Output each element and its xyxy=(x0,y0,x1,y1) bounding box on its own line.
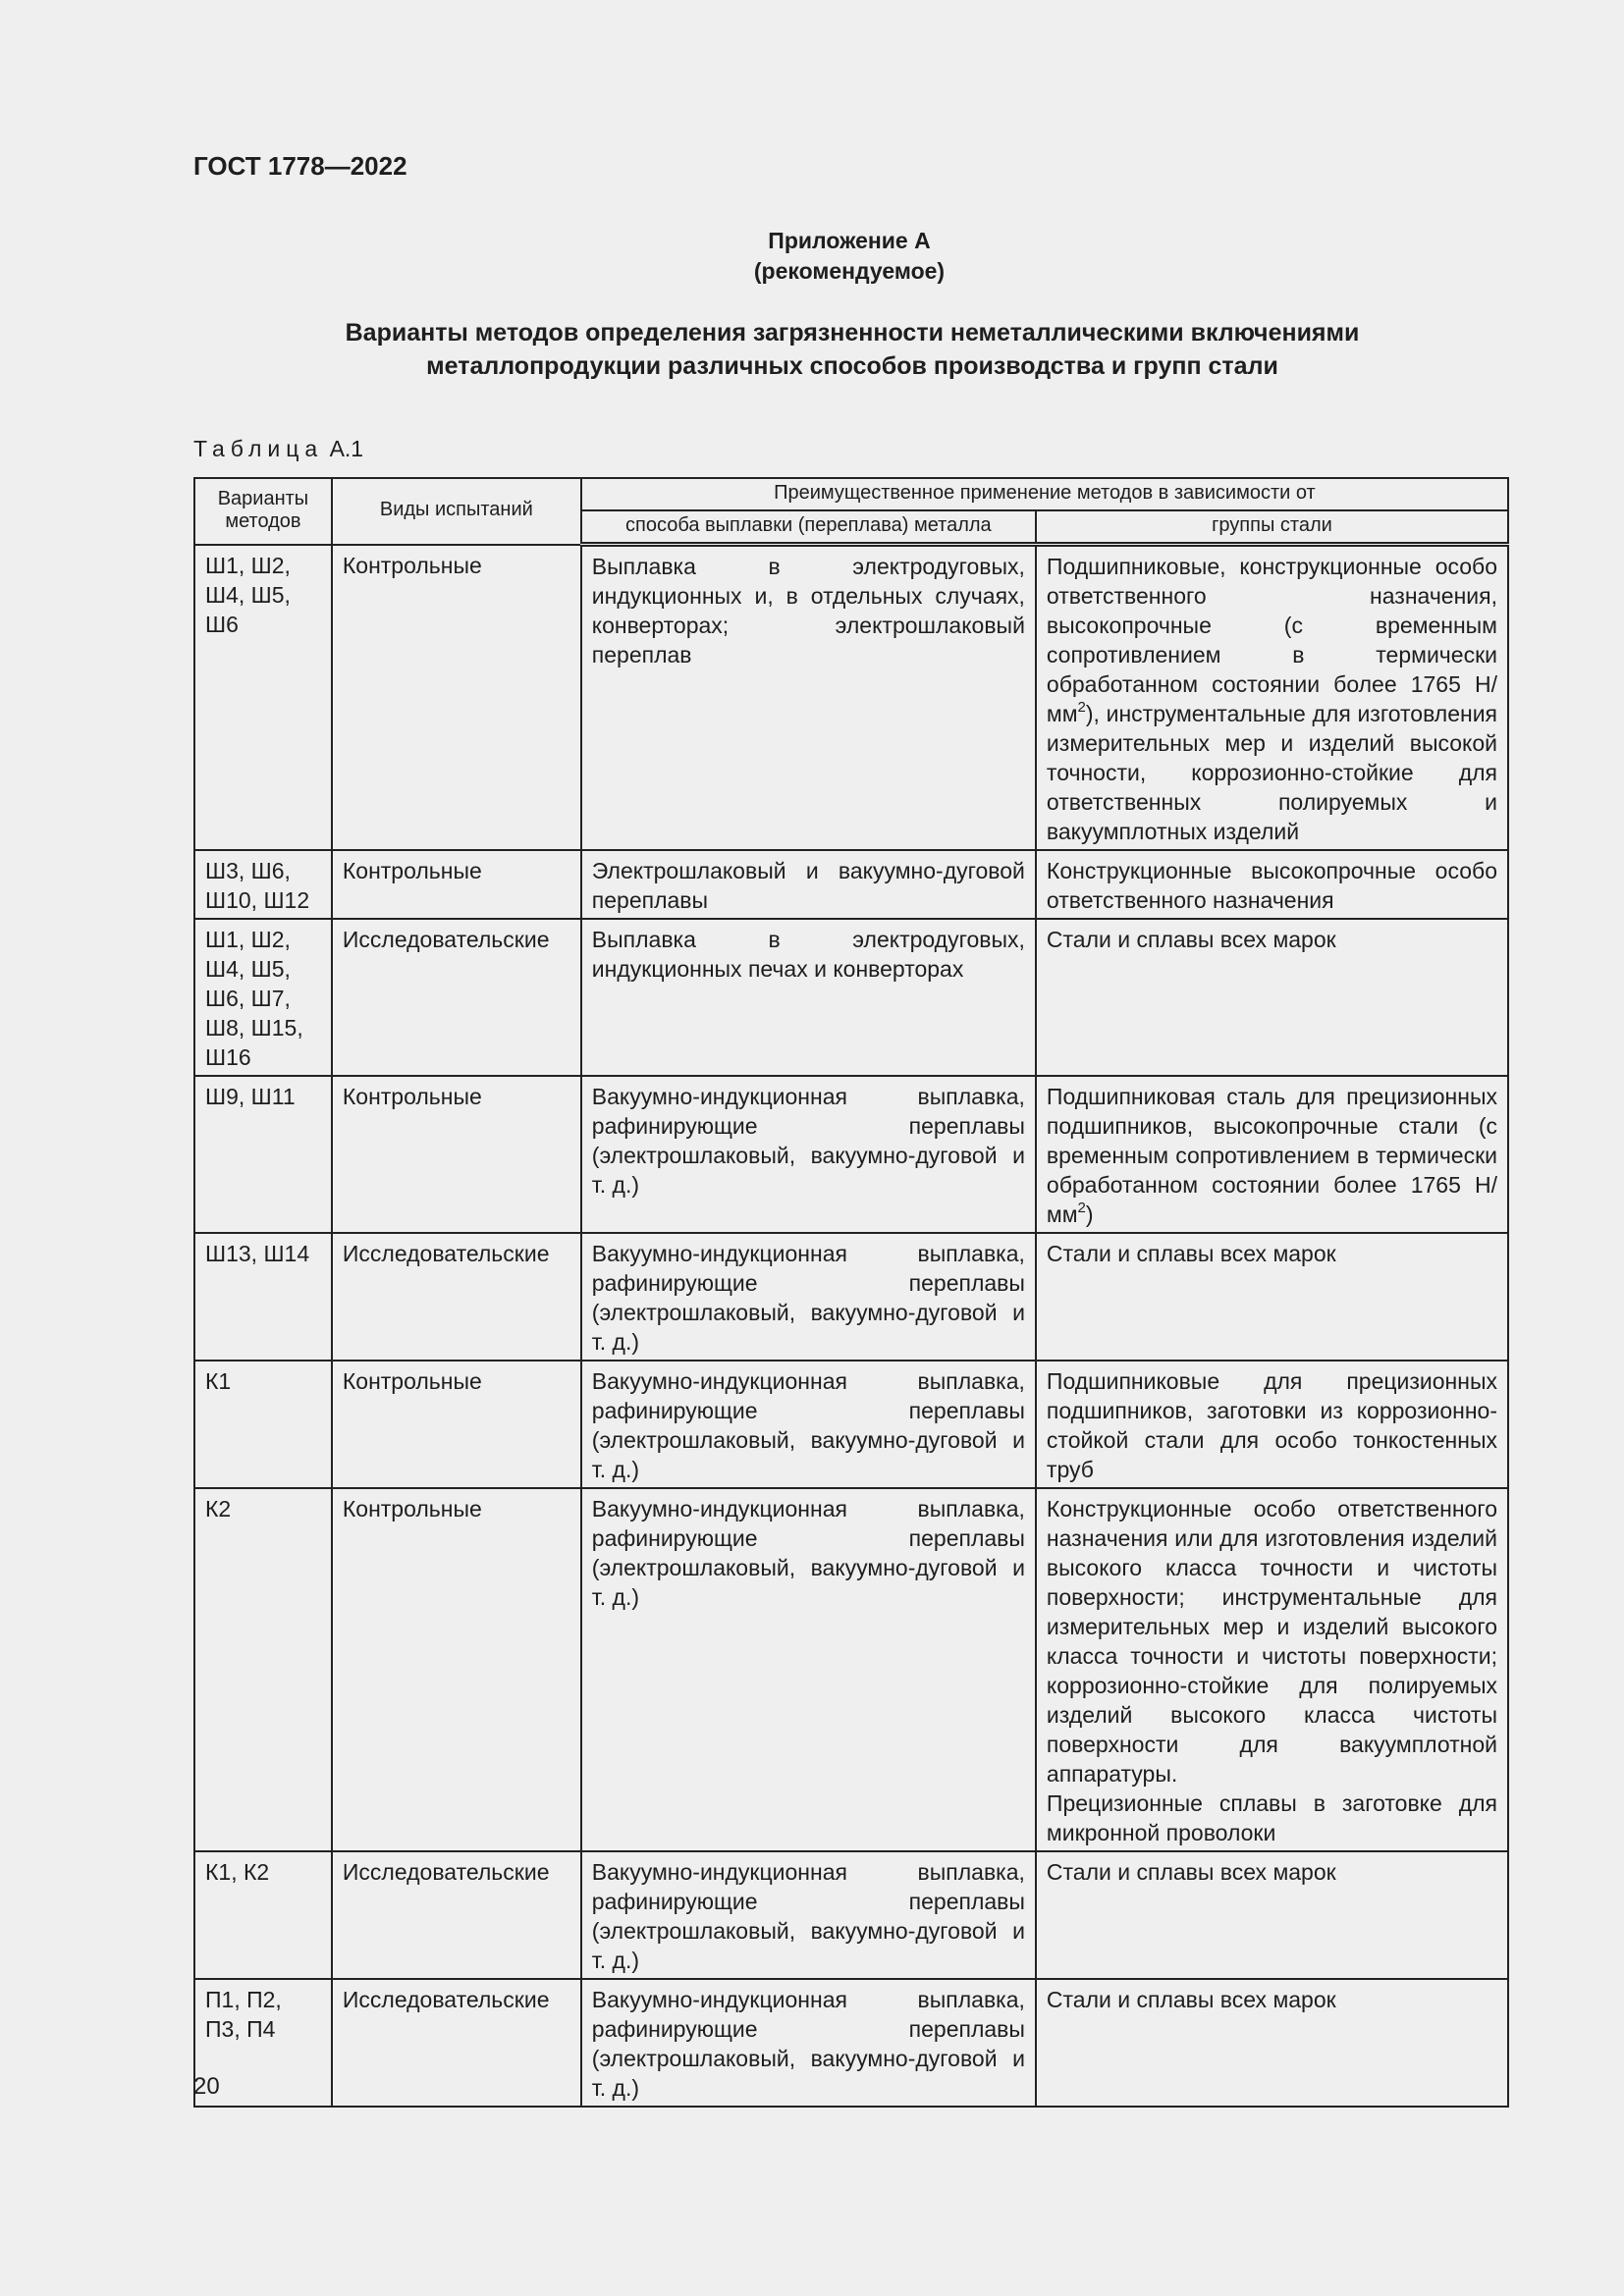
table-label-word: Таблица xyxy=(193,436,324,461)
cell-test-type: Исследовательские xyxy=(332,1233,581,1361)
steel-group-extra: Прецизионные сплавы в заготовке для микронной проволоки xyxy=(1046,1790,1497,1845)
cell-methods: Ш1, Ш2, Ш4, Ш5, Ш6 xyxy=(194,545,332,851)
cell-steel-group xyxy=(1036,1233,1508,1361)
cell-steel-group xyxy=(1036,919,1508,1076)
superscript: 2 xyxy=(1077,699,1086,716)
cell-melting-method: Вакуумно-индукционная выплавка, рафинирующие переплавы (электрошлаковый, вакуумно-дуговой и т. д.) xyxy=(581,1488,1036,1851)
table-row xyxy=(194,1233,1508,1361)
table-header-row xyxy=(194,478,1508,510)
cell-melting-method: Вакуумно-индукционная выплавка, рафинирующие переплавы (электрошлаковый, вакуумно-дуговой и т. д.) xyxy=(581,1851,1036,1979)
table-row xyxy=(194,1076,1508,1233)
cell-methods: Ш9, Ш11 xyxy=(194,1076,332,1233)
steel-group-text: Подшипниковые для прецизионных подшипников, заготовки из коррозионно-стойкой стали для особо тонкостенных труб xyxy=(1046,1368,1497,1482)
cell-test-type: Исследовательские xyxy=(332,1979,581,2107)
cell-test-type: Исследовательские xyxy=(332,919,581,1076)
cell-test-type: Контрольные xyxy=(332,850,581,919)
section-title-line-1: Варианты методов определения загрязненности неметаллическими включениями xyxy=(345,319,1360,347)
cell-melting-method: Вакуумно-индукционная выплавка, рафинирующие переплавы (электрошлаковый, вакуумно-дуговой и т. д.) xyxy=(581,1076,1036,1233)
annex-status: (рекомендуемое) xyxy=(753,258,946,284)
steel-group-text-cont: ), инструментальные для изготовления измерительных мер и изделий высокой точности, коррозионно-стойкие для ответственных полируемых и вакуумплотных изделий xyxy=(1046,701,1497,844)
cell-test-type: Контрольные xyxy=(332,1076,581,1233)
cell-steel-group xyxy=(1036,1979,1508,2107)
header-test-types: Виды испытаний xyxy=(332,478,581,545)
cell-methods: Ш13, Ш14 xyxy=(194,1233,332,1361)
cell-steel-group xyxy=(1036,1851,1508,1979)
cell-steel-group xyxy=(1036,850,1508,919)
table-label-number: А.1 xyxy=(329,436,364,461)
cell-methods: К1, К2 xyxy=(194,1851,332,1979)
cell-melting-method: Выплавка в электродуговых, индукционных и, в отдельных случаях, конверторах; электрошлаковый переплав xyxy=(581,545,1036,851)
cell-test-type: Контрольные xyxy=(332,1361,581,1488)
cell-methods: Ш3, Ш6, Ш10, Ш12 xyxy=(194,850,332,919)
table-label xyxy=(193,436,363,462)
cell-melting-method: Электрошлаковый и вакуумно-дуговой переплавы xyxy=(581,850,1036,919)
steel-group-text: Стали и сплавы всех марок xyxy=(1046,927,1336,952)
steel-group-text-cont: ) xyxy=(1085,1201,1094,1227)
cell-methods: П1, П2, П3, П4 xyxy=(194,1979,332,2107)
table-row xyxy=(194,1361,1508,1488)
section-title-line-2: металлопродукции различных способов производства и групп стали xyxy=(426,352,1278,380)
cell-methods: Ш1, Ш2, Ш4, Ш5, Ш6, Ш7, Ш8, Ш15, Ш16 xyxy=(194,919,332,1076)
header-melting: способа выплавки (переплава) металла xyxy=(581,510,1036,545)
header-application: Преимущественное применение методов в зависимости от xyxy=(581,478,1508,510)
cell-test-type: Контрольные xyxy=(332,1488,581,1851)
table-row xyxy=(194,919,1508,1076)
table-row xyxy=(194,1979,1508,2107)
steel-group-text: Конструкционные высокопрочные особо ответственного назначения xyxy=(1046,858,1497,913)
table-row xyxy=(194,850,1508,919)
cell-melting-method: Вакуумно-индукционная выплавка, рафинирующие переплавы (электрошлаковый, вакуумно-дуговой и т. д.) xyxy=(581,1361,1036,1488)
cell-methods: К2 xyxy=(194,1488,332,1851)
cell-test-type: Исследовательские xyxy=(332,1851,581,1979)
document-code: ГОСТ 1778—2022 xyxy=(193,151,407,181)
page-number: 20 xyxy=(193,2073,220,2100)
steel-group-text: Конструкционные особо ответственного назначения или для изготовления изделий высокого класса точности и чистоты поверхности; инструментальные для измерительных мер и изделий высокого класса точности и чистоты поверхности; коррозионно-стойкие для полируемых изделий высокого класса чистоты поверхности для вакуумплотной аппаратуры. xyxy=(1046,1496,1497,1787)
steel-group-text: Подшипниковая сталь для прецизионных подшипников, высокопрочные стали (с временным сопротивлением в термически обработанном состоянии более 1765 Н/мм xyxy=(1046,1084,1497,1227)
cell-melting-method: Вакуумно-индукционная выплавка, рафинирующие переплавы (электрошлаковый, вакуумно-дуговой и т. д.) xyxy=(581,1979,1036,2107)
steel-group-text: Подшипниковые, конструкционные особо ответственного назначения, высокопрочные (с временным сопротивлением в термически обработанном состоянии более 1765 Н/мм xyxy=(1046,554,1497,726)
table-row xyxy=(194,545,1508,851)
cell-melting-method: Вакуумно-индукционная выплавка, рафинирующие переплавы (электрошлаковый, вакуумно-дуговой и т. д.) xyxy=(581,1233,1036,1361)
methods-table xyxy=(193,477,1509,2108)
steel-group-text: Стали и сплавы всех марок xyxy=(1046,1987,1336,2012)
cell-methods: К1 xyxy=(194,1361,332,1488)
cell-melting-method: Выплавка в электродуговых, индукционных печах и конверторах xyxy=(581,919,1036,1076)
cell-test-type: Контрольные xyxy=(332,545,581,851)
annex-title: Приложение А xyxy=(768,228,931,253)
steel-group-text: Стали и сплавы всех марок xyxy=(1046,1859,1336,1885)
steel-group-text: Стали и сплавы всех марок xyxy=(1046,1241,1336,1266)
cell-steel-group xyxy=(1036,1076,1508,1233)
annex-heading xyxy=(0,226,1624,287)
superscript: 2 xyxy=(1077,1200,1086,1216)
table-row xyxy=(194,1488,1508,1851)
cell-steel-group xyxy=(1036,545,1508,851)
cell-steel-group xyxy=(1036,1488,1508,1851)
header-steel-group: группы стали xyxy=(1036,510,1508,545)
section-title xyxy=(196,316,1508,383)
header-methods: Варианты методов xyxy=(194,478,332,545)
cell-steel-group xyxy=(1036,1361,1508,1488)
table-row xyxy=(194,1851,1508,1979)
